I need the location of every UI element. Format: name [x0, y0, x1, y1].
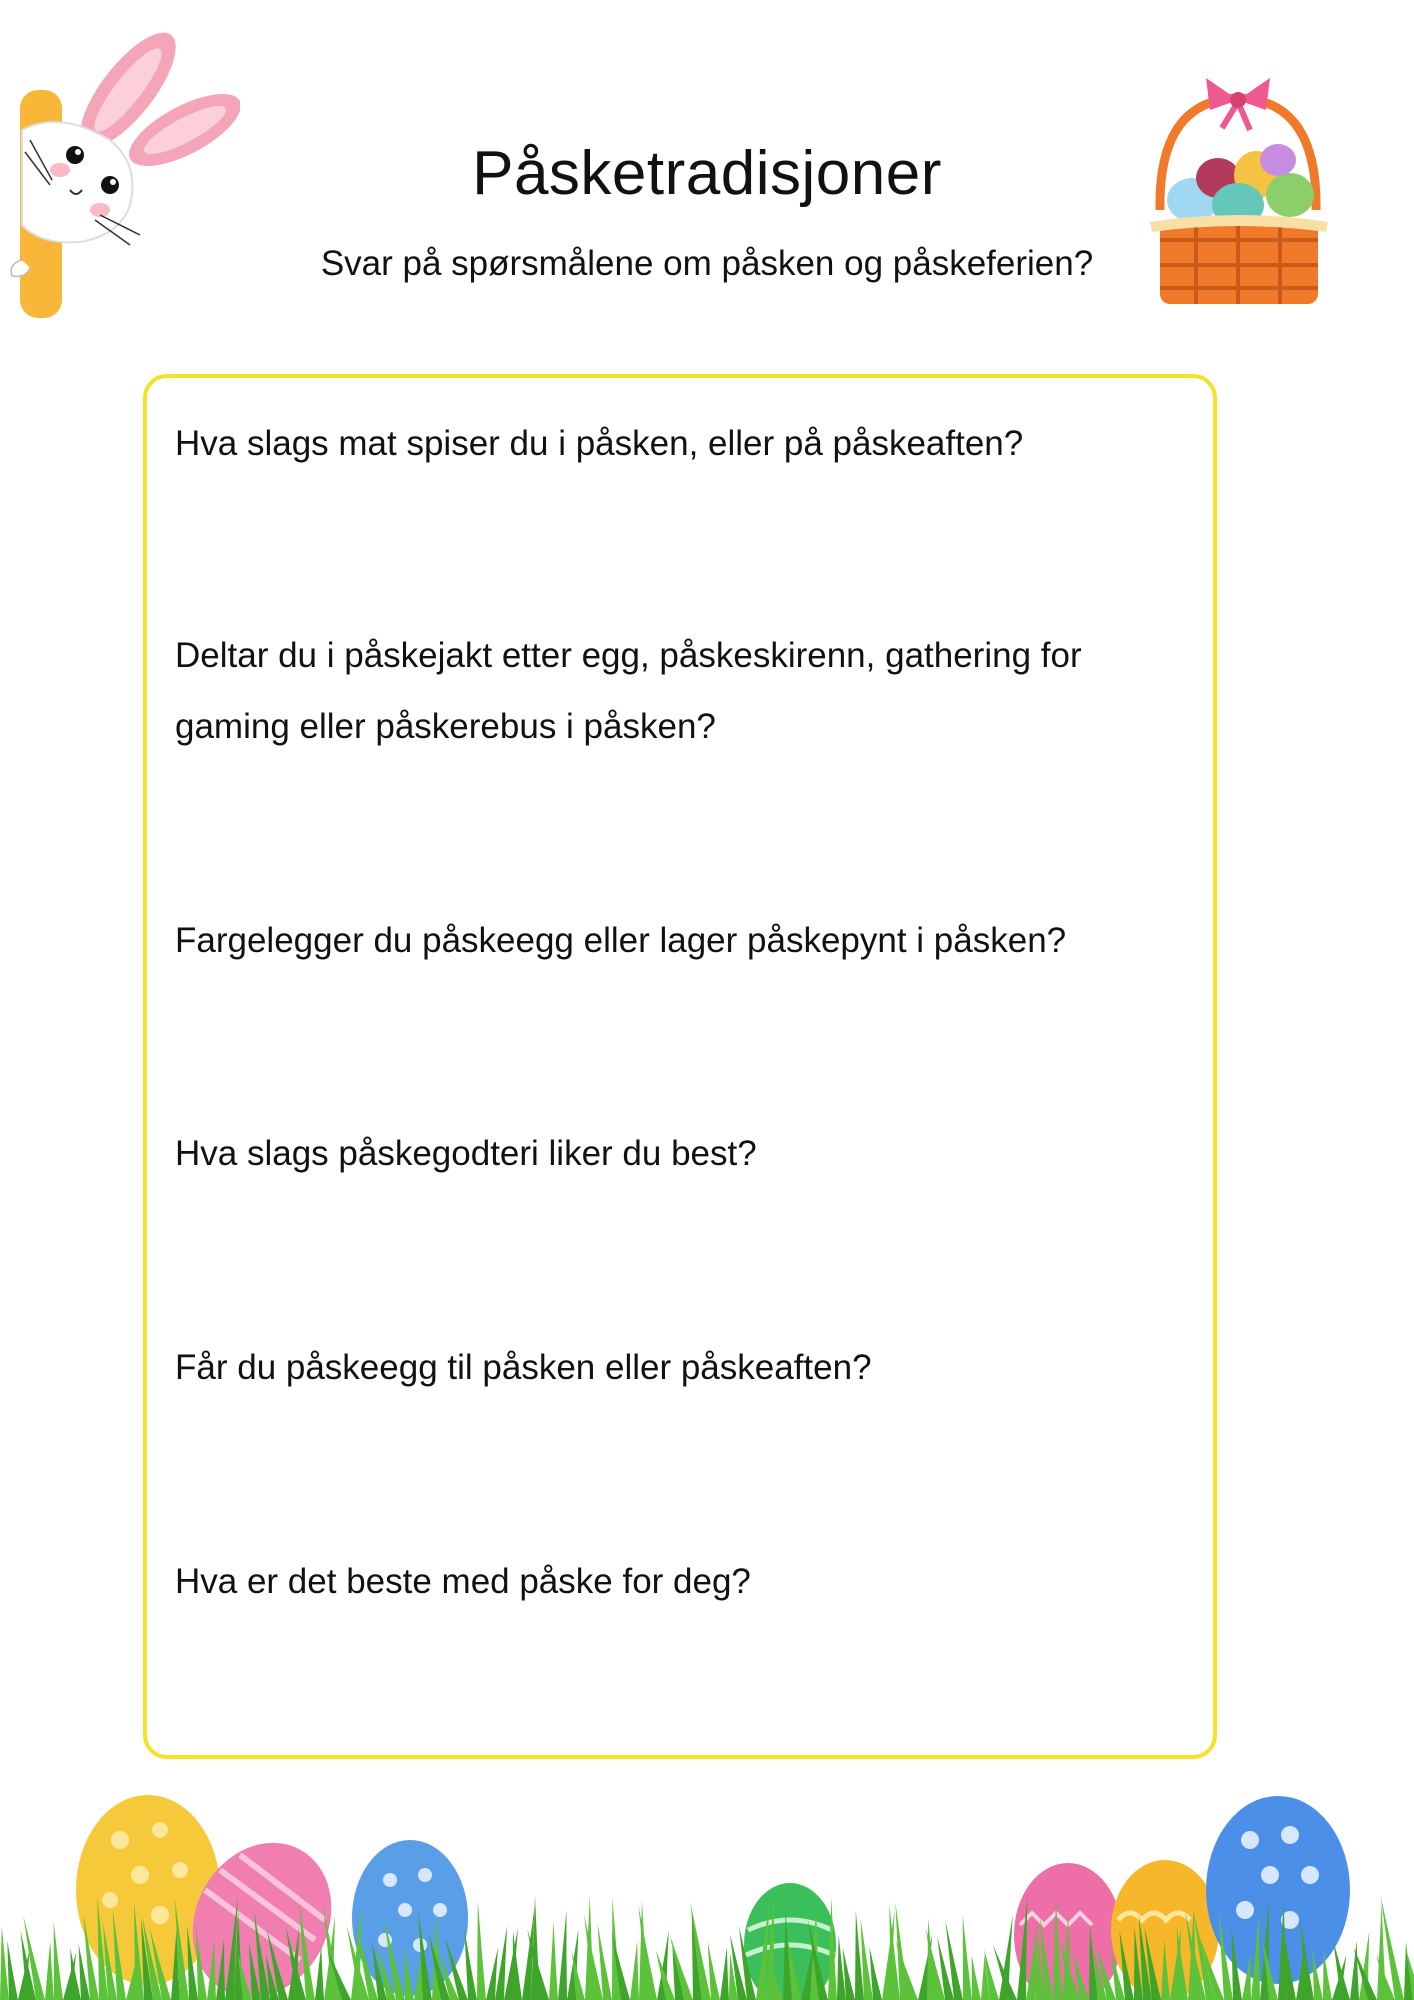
question-4: Hva slags påskegodteri liker du best?	[175, 1134, 757, 1173]
question-box	[143, 374, 1217, 1759]
easter-eggs-in-grass	[0, 1760, 1414, 2000]
question-5: Får du påskeegg til påsken eller påskeaften?	[175, 1348, 872, 1387]
blue-polka-egg-icon	[1206, 1796, 1350, 1984]
question-3: Fargelegger du påskeegg eller lager påskepynt i påsken?	[175, 921, 1067, 960]
question-1: Hva slags mat spiser du i påsken, eller på påskeaften?	[175, 424, 1024, 463]
page-title: Påsketradisjoner	[472, 139, 942, 208]
page-subtitle: Svar på spørsmålene om påsken og påskeferien?	[320, 244, 1094, 283]
question-2: Deltar du i påskejakt etter egg, påskeskirenn, gathering for gaming eller påskerebus i påsken?	[175, 636, 1082, 746]
question-6: Hva er det beste med påske for deg?	[175, 1562, 751, 1601]
